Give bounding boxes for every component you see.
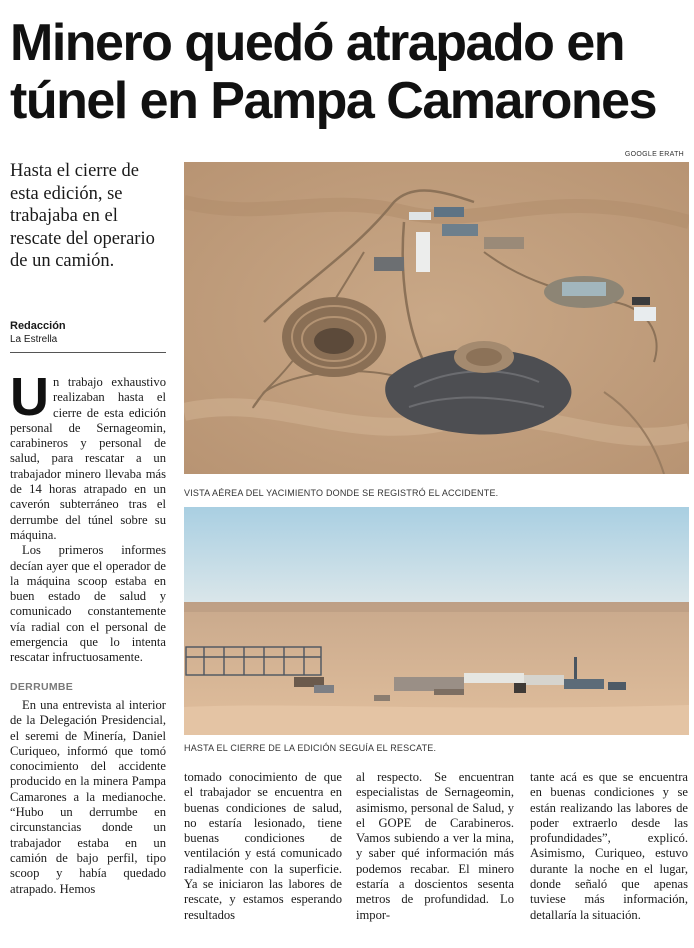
ground-photo-caption: HASTA EL CIERRE DE LA EDICIÓN SEGUÍA EL RESCATE. [184, 743, 437, 753]
photo-credit: GOOGLE ERATH [624, 151, 684, 158]
article-paragraph-3: En una entrevista al interior de la Delegación Presidencial, el seremi de Minería, Daniel Curiqueo, informó que tomó conocimiento del accidente producido en la minera Pampa Camarones a la medianoche. “Hubo un derrumbe en circunstancias donde un trabajador estaba en un camión de bajo perfil, tipo scoop y había quedado atrapado. Hemos [10, 697, 166, 896]
headline-line-2: túnel en Pampa Camarones [10, 72, 656, 130]
article-column-2-text: tomado conocimiento de que el trabajador se encuentra en buenas condiciones de salud, no estaría lesionado, tiene buenas condiciones de ventilación y está comunicado radialmente con la superficie. Ya se iniciaron las labores de rescate, y estamos esperando resultados [184, 770, 342, 922]
byline-author: Redacción [10, 320, 66, 332]
byline-publication: La Estrella [10, 334, 58, 345]
aerial-photo-caption: VISTA AÉREA DEL YACIMIENTO DONDE SE REGISTRÓ EL ACCIDENTE. [184, 488, 499, 498]
byline [10, 320, 170, 346]
article-column-3 [356, 770, 514, 923]
article-paragraph-2: Los primeros informes decían ayer que el operador de la máquina scoop estaba en buen estado de salud y comunicado constantemente vía radial con el personal de emergencia que lo intenta rescatar infructuosamente. [10, 543, 166, 665]
section-subhead: DERRUMBE [10, 680, 74, 693]
headline-line-1: Minero quedó atrapado en [10, 14, 625, 72]
article-column-1 [10, 367, 166, 897]
article-column-4-text: tante acá es que se encuentra en buenas condiciones y se están realizando las labores de poder extraerlo desde las profundidades”, explicó. Asimismo, Curiqueo, estuvo durante la noche en el lugar, donde señaló que apenas tuviese más información, detallaría la situación. [530, 770, 688, 922]
headline [10, 14, 690, 130]
deck-summary: Hasta el cierre de esta edición, se trabajaba en el rescate del operario de un camión. [10, 161, 155, 271]
drop-cap: U [10, 367, 49, 427]
article-column-3-text: al respecto. Se encuentran especialistas de Sernageomin, asimismo, personal de Salud, y el GOPE de Carabineros. Vamos subiendo a ver la mina, y saber qué información más podemos recabar. El minero estaría a doscientos sesenta metros de profundidad. Lo impor- [356, 770, 514, 922]
byline-divider [10, 352, 166, 353]
rescue-site-photo [184, 507, 689, 735]
aerial-mine-photo [184, 162, 689, 474]
article-paragraph-1: n trabajo exhaustivo realizaban hasta el cierre de esta edición personal de Sernageomin, carabineros y personal de salud, para rescatar a un trabajador minero llevaba más de 14 horas atrapado en un caverón subterráneo tras el derrumbe del túnel sobre su máquina. [10, 375, 166, 542]
article-column-4 [530, 770, 688, 923]
article-column-2 [184, 770, 342, 923]
